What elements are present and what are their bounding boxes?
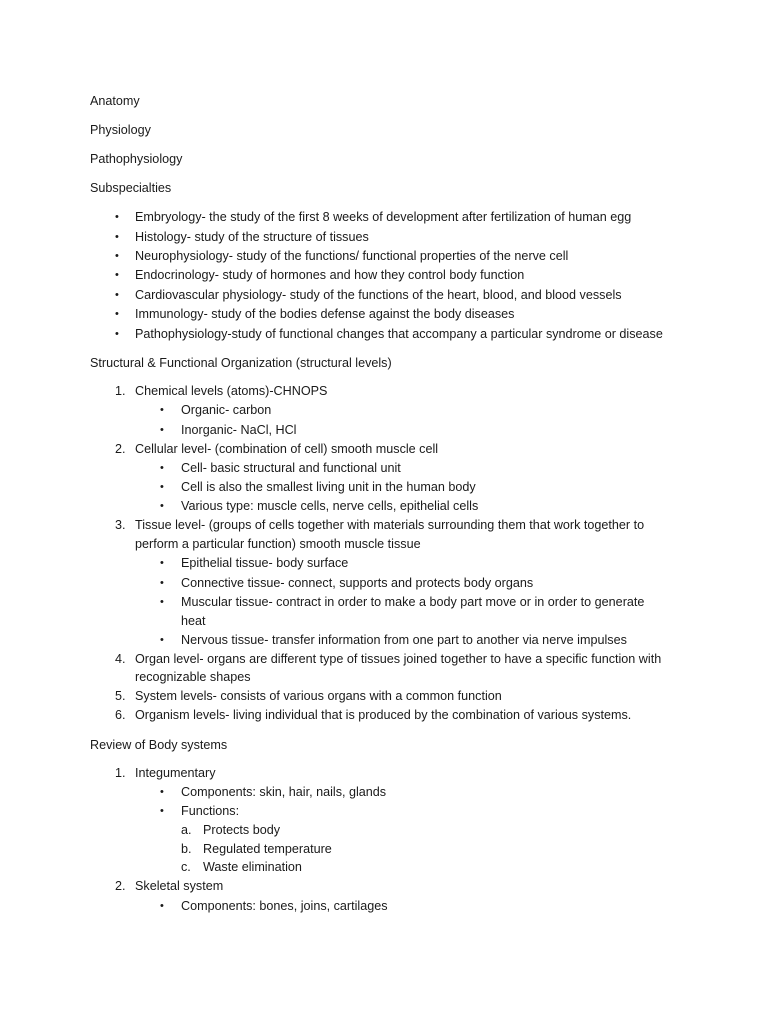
list-number: 5. (115, 689, 126, 703)
bullet-marker: • (115, 250, 119, 262)
bullet-marker: • (160, 462, 164, 474)
heading-anatomy: Anatomy (90, 94, 140, 108)
level-text: System levels- consists of various organs with a common function (135, 689, 502, 703)
subspecialty-text: Endocrinology- study of hormones and how they control body function (135, 268, 525, 282)
bullet-marker: • (160, 557, 164, 569)
list-number: 4. (115, 652, 126, 666)
system-label: Integumentary (135, 766, 216, 780)
bullet-marker: • (115, 328, 119, 340)
list-number: 2. (115, 442, 126, 456)
level-sub-item: Cell- basic structural and functional unit (181, 461, 401, 475)
function-letter: a. (181, 823, 192, 837)
system-label: Skeletal system (135, 879, 224, 893)
list-number: 6. (115, 708, 126, 722)
system-functions-label: Functions: (181, 804, 240, 818)
bullet-marker: • (160, 596, 164, 608)
bullet-marker: • (160, 500, 164, 512)
list-number: 2. (115, 879, 126, 893)
bullet-marker: • (115, 289, 119, 301)
bullet-marker: • (160, 786, 164, 798)
bullet-marker: • (115, 211, 119, 223)
heading-pathophysiology: Pathophysiology (90, 152, 183, 166)
bullet-marker: • (115, 231, 119, 243)
subspecialty-text: Histology- study of the structure of tissues (135, 230, 369, 244)
subspecialty-text: Neurophysiology- study of the functions/ functional properties of the nerve cell (135, 249, 569, 263)
level-text-continuation: perform a particular function) smooth muscle tissue (135, 537, 421, 551)
list-number: 1. (115, 384, 126, 398)
bullet-marker: • (160, 481, 164, 493)
heading-subspecialties: Subspecialties (90, 181, 172, 195)
level-sub-item: Various type: muscle cells, nerve cells, epithelial cells (181, 499, 479, 513)
bullet-marker: • (160, 634, 164, 646)
bullet-marker: • (160, 577, 164, 589)
bullet-marker: • (160, 424, 164, 436)
subspecialty-text: Immunology- study of the bodies defense against the body diseases (135, 307, 515, 321)
function-letter: b. (181, 842, 192, 856)
level-sub-item: Nervous tissue- transfer information from one part to another via nerve impulses (181, 633, 627, 647)
level-sub-item: Cell is also the smallest living unit in the human body (181, 480, 476, 494)
bullet-marker: • (115, 308, 119, 320)
level-sub-item: Inorganic- NaCl, HCl (181, 423, 297, 437)
level-text: Cellular level- (combination of cell) smooth muscle cell (135, 442, 439, 456)
level-sub-item-continuation: heat (181, 614, 206, 628)
system-components: Components: skin, hair, nails, glands (181, 785, 387, 799)
bullet-marker: • (115, 269, 119, 281)
level-text-continuation: recognizable shapes (135, 670, 251, 684)
level-sub-item: Organic- carbon (181, 403, 272, 417)
level-text: Chemical levels (atoms)-CHNOPS (135, 384, 328, 398)
system-components: Components: bones, joins, cartilages (181, 899, 388, 913)
subspecialty-text: Embryology- the study of the first 8 weeks of development after fertilization of human egg (135, 210, 632, 224)
list-number: 3. (115, 518, 126, 532)
subspecialty-text: Cardiovascular physiology- study of the functions of the heart, blood, and blood vessels (135, 288, 622, 302)
level-sub-item: Epithelial tissue- body surface (181, 556, 349, 570)
level-text: Organism levels- living individual that is produced by the combination of various systems. (135, 708, 632, 722)
function-item: Waste elimination (203, 860, 302, 874)
function-item: Protects body (203, 823, 281, 837)
subspecialty-text: Pathophysiology-study of functional changes that accompany a particular syndrome or disease (135, 327, 663, 341)
list-number: 1. (115, 766, 126, 780)
heading-physiology: Physiology (90, 123, 151, 137)
level-sub-item: Muscular tissue- contract in order to make a body part move or in order to generate (181, 595, 645, 609)
level-text: Tissue level- (groups of cells together with materials surrounding them that work together to (135, 518, 645, 532)
bullet-marker: • (160, 900, 164, 912)
level-text: Organ level- organs are different type of tissues joined together to have a specific function with (135, 652, 662, 666)
heading-review-body-systems: Review of Body systems (90, 738, 228, 752)
function-item: Regulated temperature (203, 842, 332, 856)
heading-structural-organization: Structural & Functional Organization (structural levels) (90, 356, 392, 370)
bullet-marker: • (160, 404, 164, 416)
function-letter: c. (181, 860, 191, 874)
level-sub-item: Connective tissue- connect, supports and protects body organs (181, 576, 534, 590)
bullet-marker: • (160, 805, 164, 817)
